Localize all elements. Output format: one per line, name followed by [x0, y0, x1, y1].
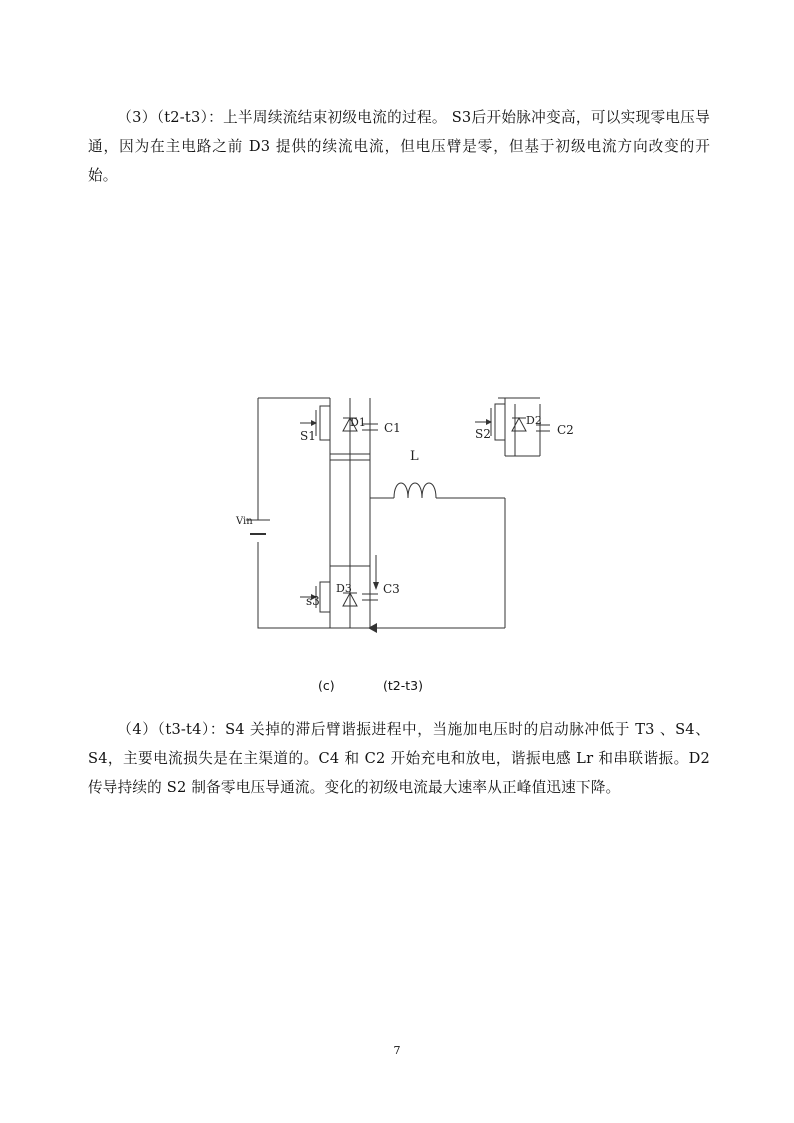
paragraph-t3-t4: （4）（t3-t4）：S4 关掉的滞后臂谐振进程中，当施加电压时的启动脉冲低于 T3 、S4、 S4，主要电流损失是在主渠道的。C4 和 C2 开始充电和放电，谐振电感 Lr 和串联谐振。D2 传导持续的 S2 制备零电压导通流。变化的初级电流最大速率从正峰值迅速下降。 [88, 721, 710, 796]
page-number: 7 [393, 1044, 401, 1057]
paragraph-t2-t3: （3）（t2-t3）：上半周续流结束初级电流的过程。 S3后开始脉冲变高，可以实现零电压导通，因为在主电路之前 D3 提供的续流电流，但电压臂是零，但基于初级电流方向改变的开始。 [88, 109, 710, 184]
outer-loop-wire [258, 398, 505, 628]
inductor-l [394, 483, 436, 498]
figure-caption-interval: (t2-t3) [383, 678, 423, 693]
label-d3: D3 [336, 582, 352, 595]
label-c3: C3 [383, 582, 400, 596]
label-s3: s3 [306, 594, 320, 608]
label-s2: S2 [475, 427, 491, 441]
d2-diode [512, 418, 526, 431]
label-d1: D1 [350, 416, 366, 429]
label-d2: D2 [526, 414, 542, 427]
label-l: L [410, 449, 419, 464]
figure-caption-label: (c) [318, 678, 335, 693]
label-vin: Vin [236, 516, 253, 527]
current-arrow-head [373, 582, 379, 590]
label-s1: S1 [300, 429, 316, 443]
loop-arrow-head [368, 623, 377, 633]
label-c2: C2 [557, 423, 574, 437]
label-c1: C1 [384, 421, 401, 435]
right-leg-frame [505, 404, 540, 456]
